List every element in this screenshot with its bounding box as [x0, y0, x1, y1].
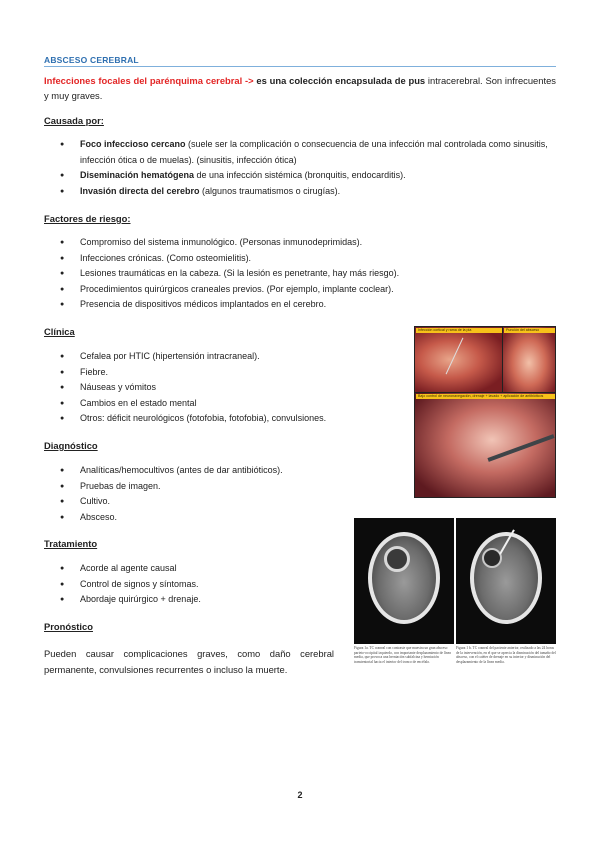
- ct-scans-figure: [352, 518, 556, 682]
- list-item: ● Absceso.: [44, 510, 344, 526]
- ct-caption-2: Figura 1 b. TC craneal del paciente anterior, realizado a las 24 horas de la intervención, en el que se aprecia la disminución del tamaño del absceso, con el catéter de drenaje en su interior y disminución del desplazamiento de la línea media.: [456, 646, 556, 664]
- list-item: ● Otros: déficit neurológicos (fotofobia, fotofobia), convulsiones.: [44, 411, 414, 427]
- list-item: ● Cambios en el estado mental: [44, 396, 414, 412]
- intro-highlight: Infecciones focales del parénquima cerebral ->: [44, 75, 254, 86]
- surgery-caption-3: Bajo control de neuronavegación, drenaje + lavado + aplicación de antibióticos: [416, 394, 555, 399]
- list-item: ● Presencia de dispositivos médicos implantados en el cerebro.: [44, 297, 556, 313]
- ct-scan-before: [354, 518, 454, 644]
- abscess-lesion: [384, 546, 410, 572]
- list-item: [44, 184, 556, 200]
- section-pronostico-title: Pronóstico: [44, 621, 93, 632]
- causada-list: [44, 137, 556, 199]
- pronostico-paragraph: Pueden causar complicaciones graves, como daño cerebral permanente, convulsiones recurrentes o incluso la muerte.: [44, 648, 334, 675]
- section-factores-title: Factores de riesgo:: [44, 213, 131, 224]
- section-causada-title: Causada por:: [44, 115, 104, 126]
- item-bold: Invasión directa del cerebro: [80, 185, 200, 196]
- ct-caption-1: Figura 1a. TC craneal con contraste que muestra un gran absceso parieto-occipital izquierdo, con importante desplazamiento de línea media, que provoca una herniación subfalcina y herniación transtentorial hacia el interior del tronco de encéfalo.: [354, 646, 451, 664]
- diagnostico-list: [44, 463, 344, 525]
- section-clinica-title: Clínica: [44, 326, 75, 337]
- item-text: (algunos traumatismos o cirugías).: [199, 185, 341, 196]
- skull-outline: [368, 532, 440, 624]
- list-item: [44, 137, 556, 168]
- intro-text: intracerebral. Son infrecuentes y muy graves.: [44, 75, 556, 101]
- section-tratamiento-title: Tratamiento: [44, 538, 98, 549]
- list-item: ● Pruebas de imagen.: [44, 479, 344, 495]
- list-item: ● Control de signos y síntomas.: [44, 577, 344, 593]
- item-bold: Diseminación hematógena: [80, 170, 195, 180]
- surgery-caption-2: Punción del absceso: [504, 328, 555, 333]
- skull-outline: [470, 532, 542, 624]
- item-text: (suele ser la complicación o consecuencia de una infección mal controlada como sinusitis, infección ótica o de muelas). (sinusitis, infección ótica): [80, 139, 548, 165]
- list-item: ● Acorde al agente causal: [44, 561, 344, 577]
- section-diagnostico-title: Diagnóstico: [44, 440, 98, 451]
- tratamiento-list: [44, 561, 344, 608]
- list-item: ● Cultivo.: [44, 494, 344, 510]
- surgery-photo: [414, 326, 556, 498]
- item-bold: Foco infeccioso cercano: [80, 139, 186, 149]
- surgery-photo-cortex: [415, 327, 502, 392]
- clinica-list: [44, 349, 414, 427]
- surgery-caption-1: Infección cortical y rama de la pia: [416, 328, 502, 333]
- intro-bold: es una colección encapsulada de pus: [253, 75, 426, 86]
- title-rule: [44, 66, 556, 67]
- abscess-lesion: [482, 548, 502, 568]
- intro-paragraph: [44, 73, 556, 103]
- list-item: ● Abordaje quirúrgico + drenaje.: [44, 592, 344, 608]
- list-item: [44, 168, 556, 184]
- list-item: ● Procedimientos quirúrgicos craneales previos. (Por ejemplo, implante coclear).: [44, 282, 556, 298]
- list-item: ● Cefalea por HTIC (hipertensión intracraneal).: [44, 349, 414, 365]
- page-number: 2: [297, 790, 303, 800]
- ct-scan-after: [456, 518, 556, 644]
- surgery-photo-puncture: [503, 327, 555, 392]
- list-item: ● Analíticas/hemocultivos (antes de dar antibióticos).: [44, 463, 344, 479]
- list-item: ● Compromiso del sistema inmunológico. (Personas inmunodeprimidas).: [44, 235, 556, 251]
- factores-list: [44, 235, 556, 313]
- list-item: ● Lesiones traumáticas en la cabeza. (Si la lesión es penetrante, hay más riesgo).: [44, 266, 556, 282]
- document-title: ABSCESO CEREBRAL: [44, 55, 139, 65]
- list-item: ● Náuseas y vómitos: [44, 380, 414, 396]
- list-item: ● Infecciones crónicas. (Como osteomielitis).: [44, 251, 556, 267]
- item-text: de una infección sistémica (bronquitis, endocarditis).: [194, 170, 406, 180]
- list-item: ● Fiebre.: [44, 365, 414, 381]
